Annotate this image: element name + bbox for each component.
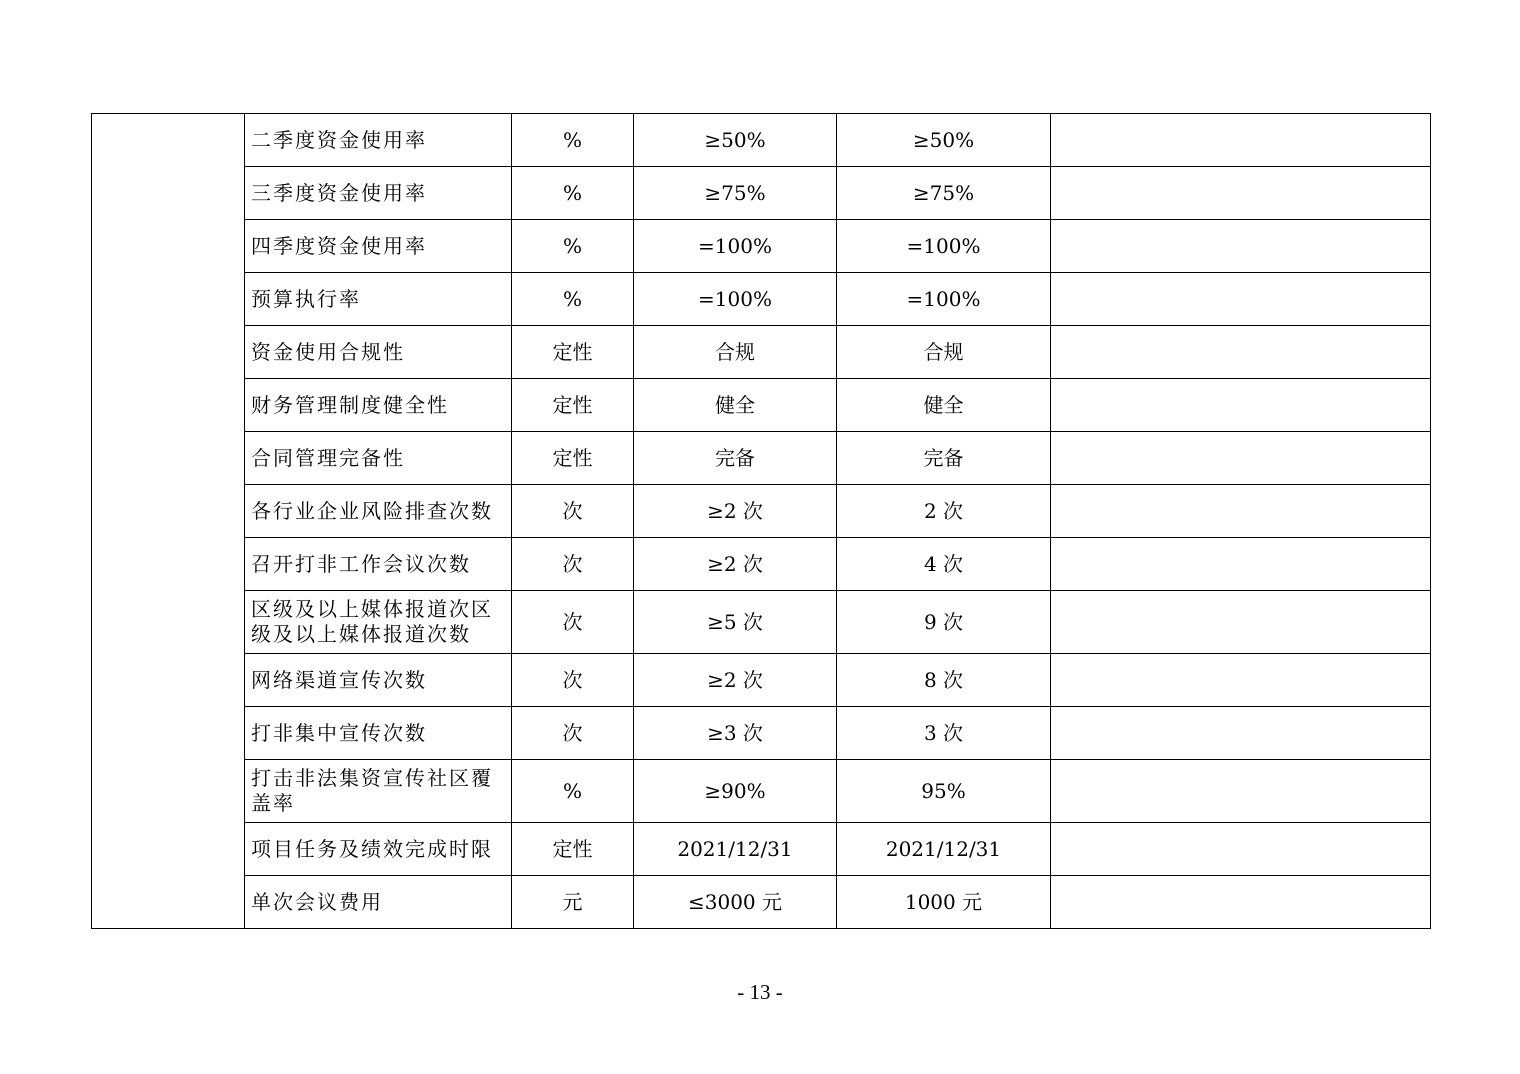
indicator-unit: 次 [512, 707, 634, 760]
indicator-unit: 次 [512, 591, 634, 654]
indicator-name: 三季度资金使用率 [245, 167, 512, 220]
table-row [92, 760, 1431, 823]
indicator-name: 单次会议费用 [245, 876, 512, 929]
indicator-note [1051, 379, 1431, 432]
indicator-actual: 95% [837, 760, 1051, 823]
indicator-actual: 8 次 [837, 654, 1051, 707]
indicator-note [1051, 823, 1431, 876]
table-row [92, 167, 1431, 220]
indicator-actual: 1000 元 [837, 876, 1051, 929]
indicator-target: ≥2 次 [634, 654, 837, 707]
indicator-name: 四季度资金使用率 [245, 220, 512, 273]
indicator-target: ≥90% [634, 760, 837, 823]
indicator-target: ≥2 次 [634, 485, 837, 538]
table-row [92, 654, 1431, 707]
indicator-target: ≥2 次 [634, 538, 837, 591]
indicator-actual: 合规 [837, 326, 1051, 379]
indicator-note [1051, 654, 1431, 707]
indicator-note [1051, 591, 1431, 654]
table-row [92, 707, 1431, 760]
performance-indicator-table [91, 113, 1431, 929]
indicator-unit: % [512, 114, 634, 167]
indicator-target: ≥75% [634, 167, 837, 220]
indicator-note [1051, 167, 1431, 220]
indicator-note [1051, 760, 1431, 823]
indicator-note [1051, 273, 1431, 326]
indicator-name: 网络渠道宣传次数 [245, 654, 512, 707]
indicator-target: =100% [634, 220, 837, 273]
indicator-note [1051, 485, 1431, 538]
table-row [92, 485, 1431, 538]
indicator-target: 合规 [634, 326, 837, 379]
indicator-unit: % [512, 760, 634, 823]
indicator-note [1051, 538, 1431, 591]
table-row [92, 273, 1431, 326]
table-row [92, 326, 1431, 379]
indicator-name: 预算执行率 [245, 273, 512, 326]
indicator-name: 资金使用合规性 [245, 326, 512, 379]
indicator-target: =100% [634, 273, 837, 326]
indicator-name: 项目任务及绩效完成时限 [245, 823, 512, 876]
indicator-actual: ≥75% [837, 167, 1051, 220]
indicator-note [1051, 432, 1431, 485]
indicator-name: 二季度资金使用率 [245, 114, 512, 167]
indicator-name: 合同管理完备性 [245, 432, 512, 485]
indicator-target: ≥50% [634, 114, 837, 167]
indicator-note [1051, 707, 1431, 760]
indicator-actual: 2021/12/31 [837, 823, 1051, 876]
table-row [92, 432, 1431, 485]
table-row [92, 220, 1431, 273]
indicator-name: 各行业企业风险排查次数 [245, 485, 512, 538]
indicator-name: 打击非法集资宣传社区覆盖率 [245, 760, 512, 823]
indicator-target: 完备 [634, 432, 837, 485]
indicator-name: 区级及以上媒体报道次区级及以上媒体报道次数 [245, 591, 512, 654]
indicator-unit: % [512, 167, 634, 220]
indicator-unit: 定性 [512, 379, 634, 432]
indicator-unit: % [512, 273, 634, 326]
indicator-target: ≥3 次 [634, 707, 837, 760]
indicator-actual: 2 次 [837, 485, 1051, 538]
indicator-target: ≤3000 元 [634, 876, 837, 929]
table-row [92, 591, 1431, 654]
table-row [92, 114, 1431, 167]
table-body [92, 114, 1431, 929]
indicator-actual: =100% [837, 273, 1051, 326]
indicator-actual: 3 次 [837, 707, 1051, 760]
indicator-unit: 定性 [512, 326, 634, 379]
indicator-actual: =100% [837, 220, 1051, 273]
indicator-unit: % [512, 220, 634, 273]
indicator-unit: 定性 [512, 823, 634, 876]
indicator-note [1051, 114, 1431, 167]
indicator-actual: 完备 [837, 432, 1051, 485]
indicator-note [1051, 220, 1431, 273]
indicator-name: 召开打非工作会议次数 [245, 538, 512, 591]
table-row [92, 876, 1431, 929]
indicator-name: 财务管理制度健全性 [245, 379, 512, 432]
indicator-target: 健全 [634, 379, 837, 432]
indicator-unit: 次 [512, 538, 634, 591]
indicator-note [1051, 876, 1431, 929]
indicator-actual: 9 次 [837, 591, 1051, 654]
indicator-actual: ≥50% [837, 114, 1051, 167]
page-number: - 13 - [737, 980, 783, 1004]
indicator-unit: 元 [512, 876, 634, 929]
indicator-actual: 健全 [837, 379, 1051, 432]
indicator-note [1051, 326, 1431, 379]
indicator-actual: 4 次 [837, 538, 1051, 591]
indicator-target: 2021/12/31 [634, 823, 837, 876]
indicator-name: 打非集中宣传次数 [245, 707, 512, 760]
indicator-target: ≥5 次 [634, 591, 837, 654]
indicator-group-cell [92, 114, 245, 929]
indicator-unit: 定性 [512, 432, 634, 485]
indicator-unit: 次 [512, 654, 634, 707]
table-row [92, 379, 1431, 432]
indicator-unit: 次 [512, 485, 634, 538]
table-row [92, 538, 1431, 591]
table-row [92, 823, 1431, 876]
